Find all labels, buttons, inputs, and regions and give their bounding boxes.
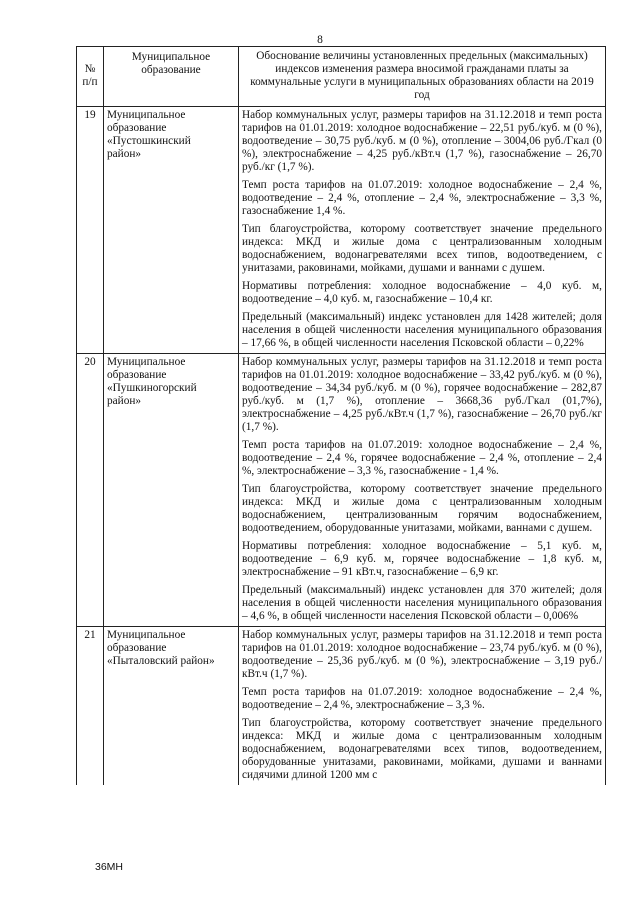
- municipality-line: «Пыталовский район»: [107, 655, 215, 667]
- tariffs-paragraph: Набор коммунальных услуг, размеры тарифов на 31.12.2018 и темп роста тарифов на 01.01.2019: холодное водоснабжение – 22,51 руб./куб. м (0 %), водоотведение – 30,75 руб./куб. м (0 %), отопление – 3004,06 руб./Гкал (0 %), электроснабжение – 4,25 руб./кВт.ч (1,7 %), газоснабжение – 26,70 руб./кг (1,7 %).: [242, 109, 602, 173]
- municipality-line: образование: [107, 369, 167, 381]
- consumption-norms-paragraph: Нормативы потребления: холодное водоснабжение – 4,0 куб. м, водоотведение – 4,0 куб. м, газоснабжение – 10,4 кг.: [242, 280, 602, 305]
- row-number: 20: [77, 354, 104, 627]
- municipality-cell: [104, 627, 239, 786]
- row-number: 19: [77, 107, 104, 354]
- municipality-line: «Пустошкинский: [107, 135, 191, 147]
- improvement-type-paragraph: Тип благоустройства, которому соответствует значение предельного индекса: МКД и жилые дома с централизованным холодным водоснабжением, централизованным горячим водоснабжением, водоотведением, оборудованные унитазами, мойками, ваннами с душем.: [242, 483, 602, 534]
- municipality-line: район»: [107, 395, 142, 407]
- page-number: 8: [317, 34, 323, 46]
- table-row: [77, 354, 606, 627]
- municipality-line: район»: [107, 148, 142, 160]
- table-row: [77, 627, 606, 786]
- municipality-cell: [104, 107, 239, 354]
- municipality-line: Муниципальное: [107, 629, 186, 641]
- header-num-line: №: [84, 63, 96, 75]
- municipality-line: образование: [107, 122, 167, 134]
- municipality-cell: [104, 354, 239, 627]
- growth-paragraph: Темп роста тарифов на 01.07.2019: холодное водоснабжение – 2,4 %, водоотведение – 2,4 %, электроснабжение – 3,3 %.: [242, 686, 602, 711]
- justification-cell: [239, 354, 606, 627]
- municipality-line: «Пушкиногорский: [107, 382, 197, 394]
- table-header-row: [77, 47, 606, 107]
- improvement-type-paragraph: Тип благоустройства, которому соответствует значение предельного индекса: МКД и жилые дома с централизованным холодным водоснабжением, водонагревателями всех типов, водоотведением, с унитазами, раковинами, мойками, душами и ваннами с душем.: [242, 223, 602, 274]
- improvement-type-paragraph: Тип благоустройства, которому соответствует значение предельного индекса: МКД и жилые дома с централизованным холодным водоснабжением, водонагревателями всех типов, водоотведением, оборудованные унитазами, раковинами, мойками, душами и ваннами сидячими длиной 1200 мм с: [242, 717, 602, 781]
- tariff-index-table: [76, 46, 606, 785]
- header-justification: Обоснование величины установленных предельных (максимальных) индексов изменения размера вносимой гражданами платы за коммунальные услуги в муниципальных образованиях области на 2019 год: [239, 47, 606, 107]
- tariffs-paragraph: Набор коммунальных услуг, размеры тарифов на 31.12.2018 и темп роста тарифов на 01.01.2019: холодное водоснабжение – 33,42 руб./куб. м (0 %), водоотведение – 34,34 руб./куб. м (0 %), горячее водоснабжение – 282,87 руб./куб. м (1,7 %), отопление – 3668,36 руб./Гкал (01,7%), электроснабжение – 4,25 руб./кВт.ч (1,7 %), газоснабжение – 26,70 руб./кг (1,7 %).: [242, 356, 602, 433]
- consumption-norms-paragraph: Нормативы потребления: холодное водоснабжение – 5,1 куб. м, водоотведение – 6,9 куб. м, горячее водоснабжение – 1,8 куб. м, электроснабжение – 91 кВт.ч, газоснабжение – 6,9 кг.: [242, 540, 602, 578]
- justification-cell: [239, 627, 606, 786]
- header-municipality: [104, 47, 239, 107]
- table-row: [77, 107, 606, 354]
- municipality-line: Муниципальное: [107, 356, 186, 368]
- municipality-line: образование: [107, 642, 167, 654]
- growth-paragraph: Темп роста тарифов на 01.07.2019: холодное водоснабжение – 2,4 %, водоотведение – 2,4 %, горячее водоснабжение – 2,4 %, отопление – 2,4 %, электроснабжение – 3,3 %, газоснабжение - 1,4 %.: [242, 439, 602, 477]
- municipality-line: Муниципальное: [107, 109, 186, 121]
- population-paragraph: Предельный (максимальный) индекс установлен для 370 жителей; доля населения в общей численности населения муниципального образования – 4,6 %, в общей численности населения Псковской области – 0,006%: [242, 584, 602, 622]
- row-number: 21: [77, 627, 104, 786]
- population-paragraph: Предельный (максимальный) индекс установлен для 1428 жителей; доля населения в общей численности населения муниципального образования – 17,66 %, в общей численности населения Псковской области – 0,22%: [242, 311, 602, 349]
- header-num-line: п/п: [82, 76, 98, 88]
- header-municipality-line: образование: [141, 64, 201, 76]
- growth-paragraph: Темп роста тарифов на 01.07.2019: холодное водоснабжение – 2,4 %, водоотведение – 2,4 %, отопление – 2,4 %, электроснабжение – 3,3 %, газоснабжение 1,4 %.: [242, 179, 602, 217]
- header-municipality-line: Муниципальное: [131, 51, 211, 63]
- document-code: 36МН: [95, 861, 124, 873]
- tariffs-paragraph: Набор коммунальных услуг, размеры тарифов на 31.12.2018 и темп роста тарифов на 01.01.2019: холодное водоснабжение – 23,74 руб./куб. м (0 %), водоотведение – 25,36 руб./куб. м (0 %), электроснабжение – 3,19 руб./кВт.ч (1,7 %).: [242, 629, 602, 680]
- justification-cell: [239, 107, 606, 354]
- header-num: [77, 47, 104, 107]
